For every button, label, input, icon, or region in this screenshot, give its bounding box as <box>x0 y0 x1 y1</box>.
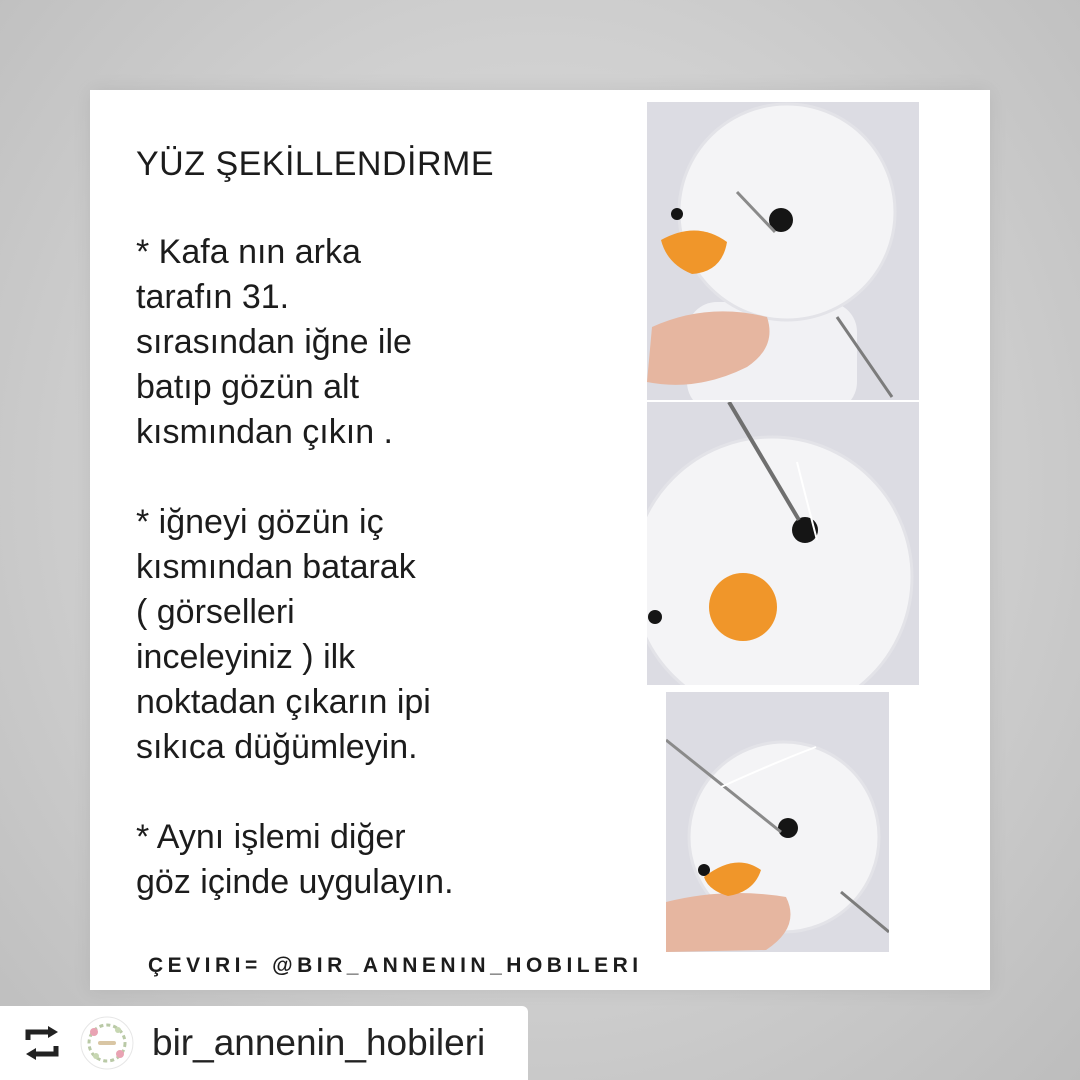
floral-wreath-avatar-icon[interactable] <box>80 1016 134 1075</box>
page-title: YÜZ ŞEKİLLENDİRME <box>136 145 495 183</box>
repost-username[interactable]: bir_annenin_hobileri <box>152 1022 486 1063</box>
step-photo-3 <box>666 692 889 952</box>
translation-credit: ÇEVIRI= @BIR_ANNENIN_HOBILERI <box>148 954 643 977</box>
step-1-text: * Kafa nın arka tarafın 31. sırasından iğne ile batıp gözün alt kısmından çıkın . <box>136 233 412 451</box>
step-3-text: * Aynı işlemi diğer göz içinde uygulayın. <box>136 818 454 901</box>
post-card <box>90 90 990 990</box>
step-photo-1 <box>647 102 919 400</box>
step-2-text: * iğneyi gözün iç kısmından batarak ( görselleri inceleyiniz ) ilk noktadan çıkarın ipi sıkıca düğümleyin. <box>136 503 431 766</box>
crochet-snowman-image <box>666 692 889 952</box>
instructions <box>136 230 616 950</box>
crochet-snowman-image <box>647 102 919 400</box>
repost-icon[interactable] <box>22 1026 62 1065</box>
repost-bar <box>0 1006 528 1080</box>
crochet-snowman-image <box>647 402 919 685</box>
step-photo-2 <box>647 402 919 685</box>
